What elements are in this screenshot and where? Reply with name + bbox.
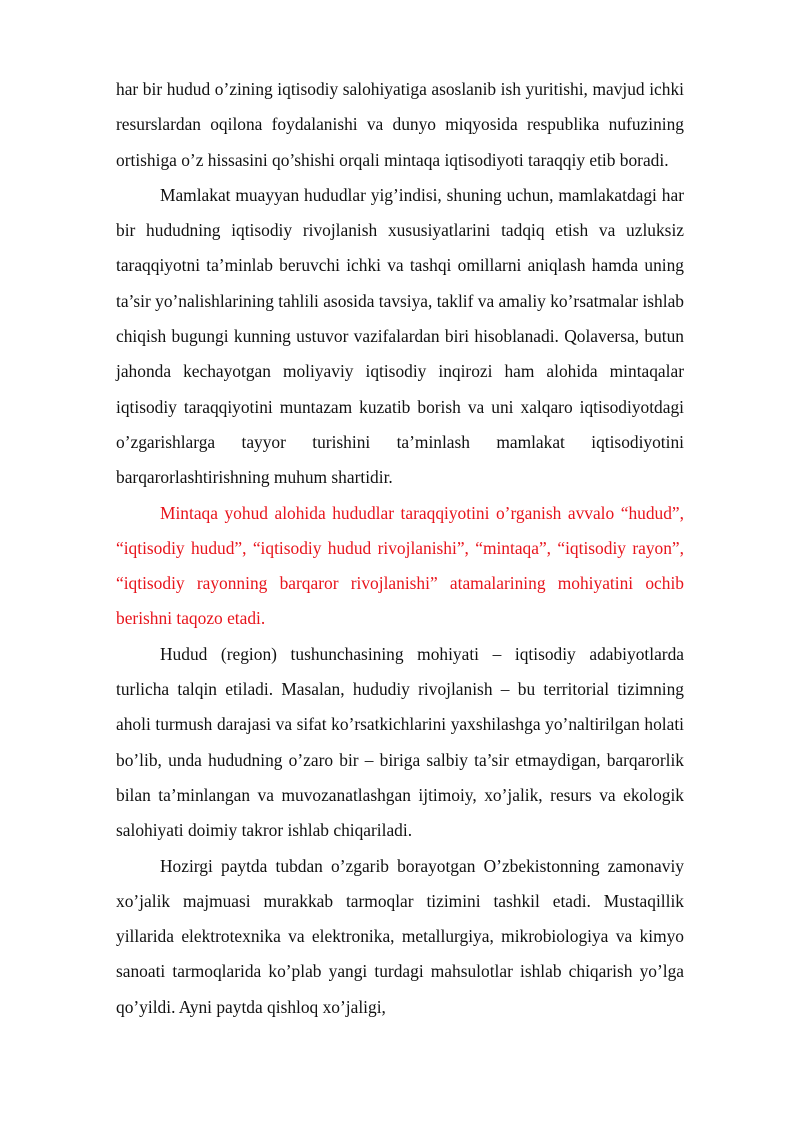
paragraph-5: Hozirgi paytda tubdan o’zgarib borayotgan O’zbekistonning zamonaviy xo’jalik majmuasi murakkab tarmoqlar tizimini tashkil etadi. Mustaqillik yillarida elektrotexnika va elektronika, metallurgiya, mikrobiologiya va kimyo sanoati tarmoqlarida ko’plab yangi turdagi mahsulotlar ishlab chiqarish yo’lga qo’yildi. Ayni paytda qishloq xo’jaligi, [116,855,684,1017]
paragraph-1: har bir hudud o’zining iqtisodiy salohiyatiga asoslanib ish yuritishi, mavjud ichki resurslardan oqilona foydalanishi va dunyo miqyosida respublika nufuzining ortishiga o’z hissasini qo’shishi orqali mintaqa iqtisodiyoti taraqqiy etib boradi. [116,79,684,170]
paragraph-2: Mamlakat muayyan hududlar yig’indisi, shuning uchun, mamlakatdagi har bir hududning iqtisodiy rivojlanish xususiyatlarini tadqiq etish va uzluksiz taraqqiyotni ta’minlab beruvchi ichki va tashqi omillarni aniqlash hamda uning ta’sir yo’nalishlarining tahlili asosida tavsiya, taklif va amaliy ko’rsatmalar ishlab chiqish bugungi kunning ustuvor vazifalardan biri hisoblanadi. Qolaversa, butun jahonda kechayotgan moliyaviy iqtisodiy inqirozi ham alohida mintaqalar iqtisodiy taraqqiyotini muntazam kuzatib borish va uni xalqaro iqtisodiyotdagi o’zgarishlarga tayyor turishini ta’minlash mamlakat iqtisodiyotini barqarorlashtirishning muhum shartidir. [116,184,684,488]
paragraph-4: Hudud (region) tushunchasining mohiyati – iqtisodiy adabiyotlarda turlicha talqin etiladi. Masalan, hududiy rivojlanish – bu territorial tizimning aholi turmush darajasi va sifat ko’rsatkichlarini yaxshilashga yo’naltirilgan holati bo’lib, unda hududning o’zaro bir – biriga salbiy ta’sir etmaydigan, barqarorlik bilan ta’minlangan va muvozanatlashgan ijtimoiy, xo’jalik, resurs va ekologik salohiyati doimiy takror ishlab chiqariladi. [116,643,684,841]
paragraph-3-highlighted: Mintaqa yohud alohida hududlar taraqqiyotini o’rganish avvalo “hudud”, “iqtisodiy hudud”, “iqtisodiy hudud rivojlanishi”, “mintaqa”, “iqtisodiy rayon”, “iqtisodiy rayonning barqaror rivojlanishi” atamalarining mohiyatini ochib berishni taqozo etadi. [116,502,684,629]
